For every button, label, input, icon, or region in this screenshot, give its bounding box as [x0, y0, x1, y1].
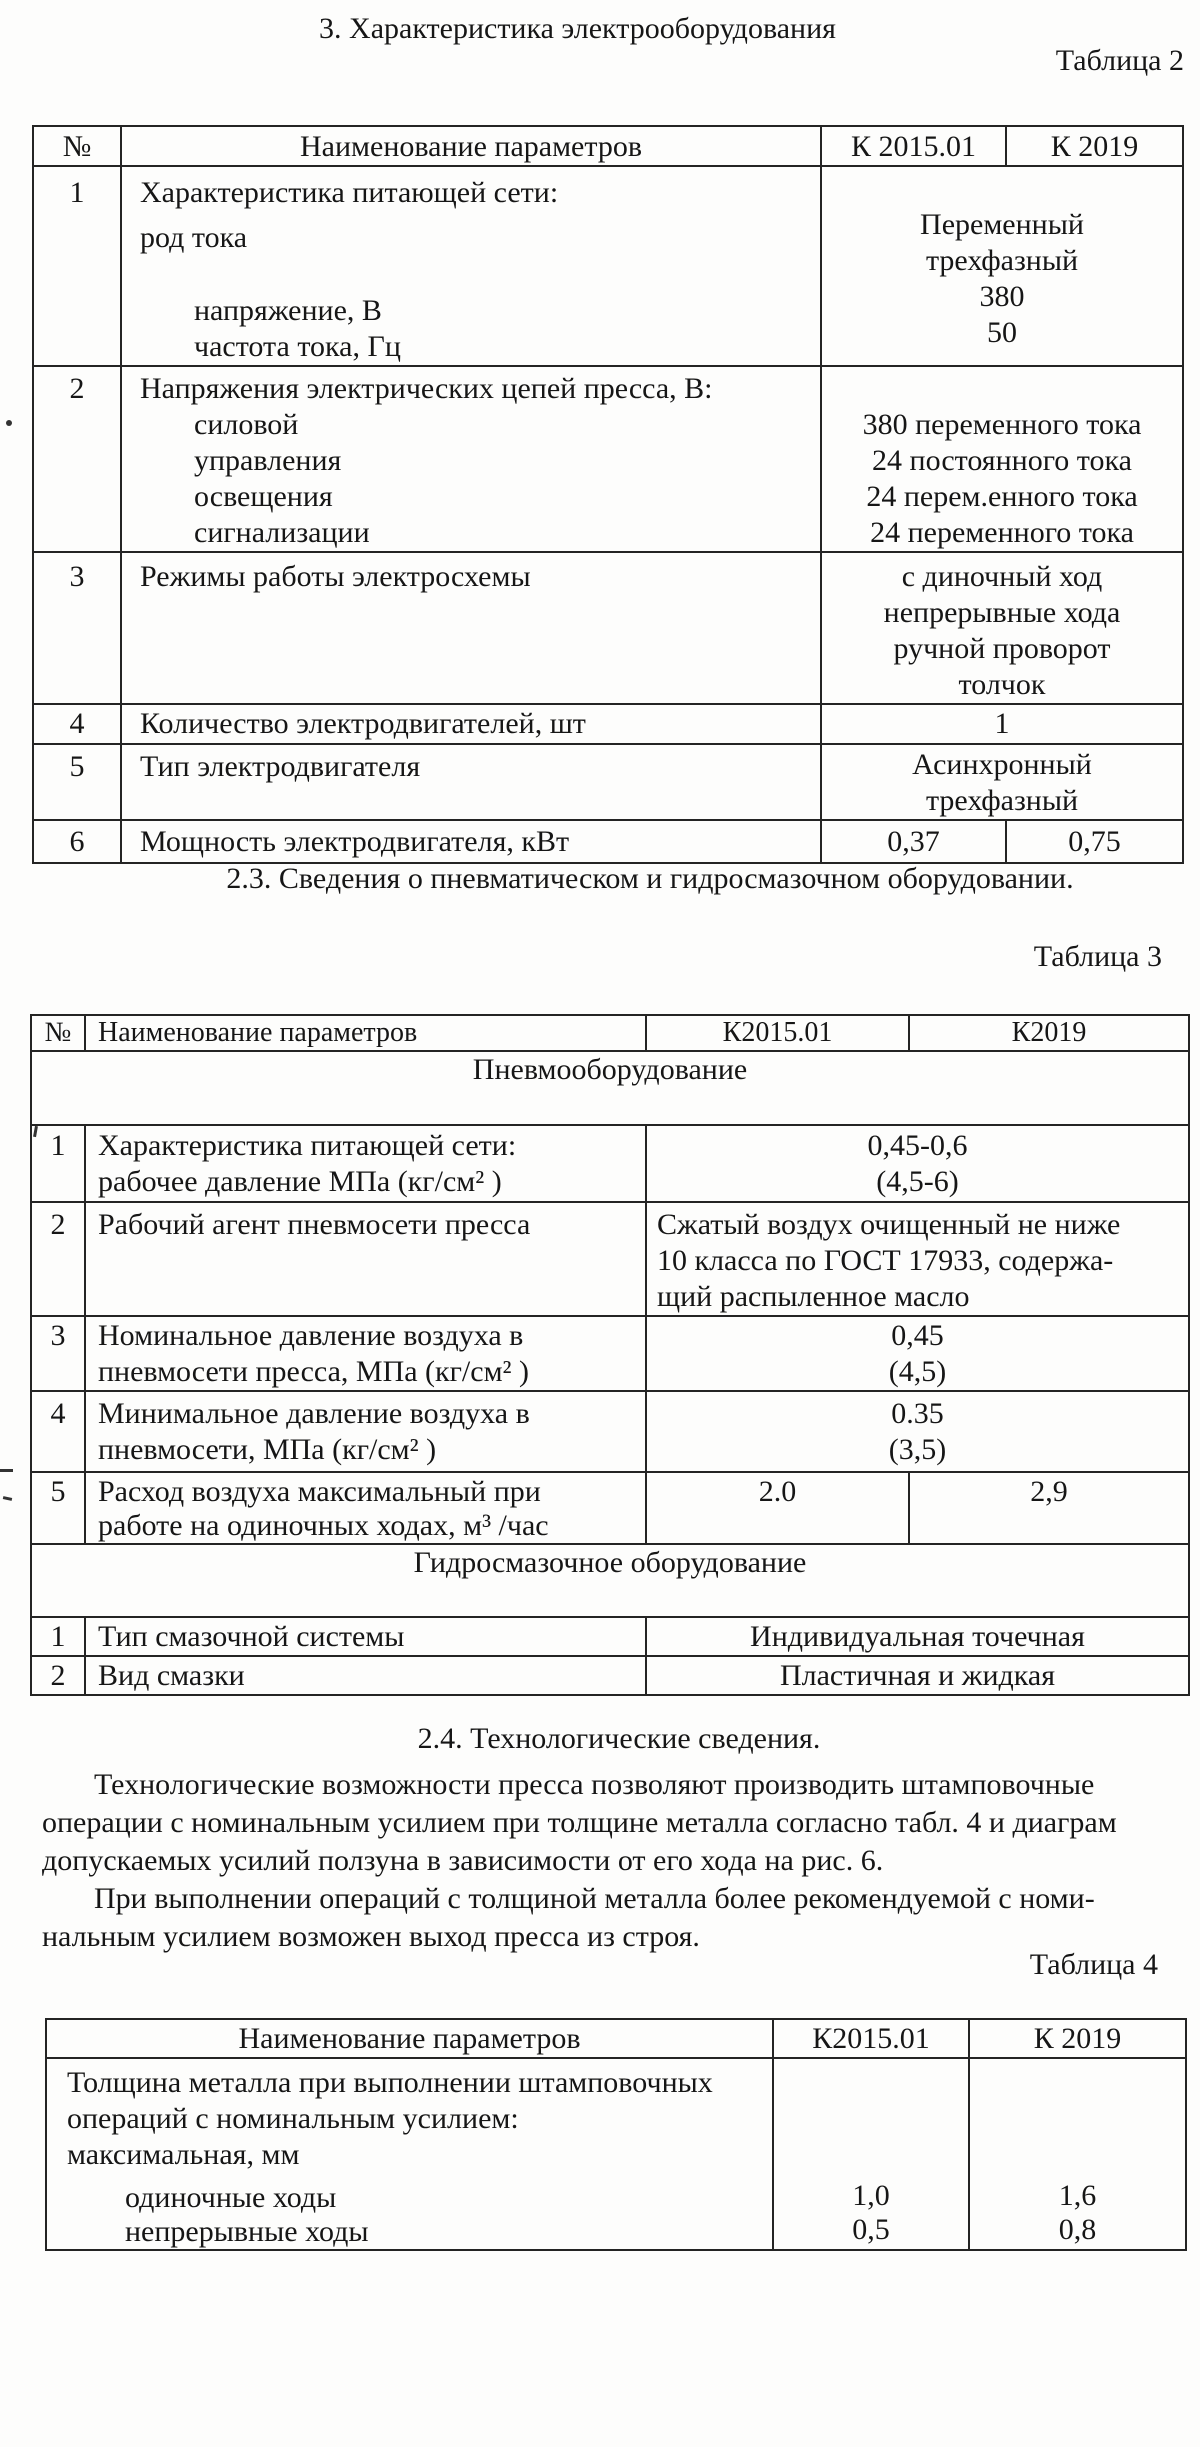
paragraph-line: При выполнении операций с толщиной металла более рекомендуемой с номи-: [94, 1882, 1095, 1915]
section-3-title: 3. Характеристика электрооборудования: [319, 12, 836, 45]
param-value-cell: с диночный ход непрерывные хода ручной проворот толчок: [821, 552, 1183, 704]
table-row: [33, 744, 1183, 820]
table-row: [31, 1051, 1189, 1125]
table-row: [31, 1391, 1189, 1472]
col-header-name: Наименование параметров: [85, 1015, 646, 1051]
col-header-name: Наименование параметров: [46, 2019, 773, 2058]
scan-artifact: [0, 1469, 13, 1472]
param-value-cell: 0.35 (3,5): [646, 1391, 1189, 1472]
scan-artifact: [3, 1496, 12, 1501]
param-value-cell: Сжатый воздух очищенный не ниже 10 класса по ГОСТ 17933, содержа- щий распыленное масло: [646, 1202, 1189, 1316]
subsection-band-pneumatic: Пневмооборудование: [31, 1051, 1189, 1125]
param-name-cell: Характеристика питающей сети: род тока напряжение, В частота тока, Гц: [121, 166, 821, 366]
table-row: [31, 1544, 1189, 1617]
param-value-cell: 380 переменного тока 24 постоянного тока 24 перем.енного тока 24 переменного тока: [821, 366, 1183, 552]
param-value-k2015: 1,0 0,5: [773, 2058, 969, 2250]
table-4-label: Таблица 4: [1029, 1948, 1158, 1981]
param-name-cell: Количество электродвигателей, шт: [121, 704, 821, 744]
col-header-k2015: К 2015.01: [821, 126, 1006, 166]
col-header-name: Наименование параметров: [121, 126, 821, 166]
body-paragraphs: [42, 1766, 1190, 1956]
row-num: 5: [31, 1472, 85, 1544]
col-header-k2019: К2019: [909, 1015, 1189, 1051]
paragraph-line: Технологические возможности пресса позволяют производить штамповочные: [94, 1768, 1095, 1801]
table-row: [33, 704, 1183, 744]
row-num: 4: [33, 704, 121, 744]
param-value-k2019: 2,9: [909, 1472, 1189, 1544]
section-23-title: 2.3. Сведения о пневматическом и гидросмазочном оборудовании.: [226, 862, 1074, 895]
param-value-cell: 0,45 (4,5): [646, 1316, 1189, 1391]
table-row: [33, 820, 1183, 863]
paragraph-line: операции с номинальным усилием при толщине металла согласно табл. 4 и диаграм: [42, 1806, 1117, 1839]
table-row: [33, 126, 1183, 166]
param-value-cell: Индивидуальная точечная: [646, 1617, 1189, 1656]
row-num: 2: [33, 366, 121, 552]
table-row: [46, 2019, 1186, 2058]
table-2-label: Таблица 2: [1055, 44, 1184, 77]
param-value-k2015: 2.0: [646, 1472, 909, 1544]
param-name-cell: Тип электродвигателя: [121, 744, 821, 820]
col-header-num: №: [31, 1015, 85, 1051]
col-header-k2015: К2015.01: [773, 2019, 969, 2058]
table-2: [32, 125, 1184, 864]
table-row: [33, 166, 1183, 366]
col-header-num: №: [33, 126, 121, 166]
param-name-cell: Режимы работы электросхемы: [121, 552, 821, 704]
table-row: [31, 1617, 1189, 1656]
row-num: 2: [31, 1202, 85, 1316]
table-row: [31, 1472, 1189, 1544]
table-row: [33, 366, 1183, 552]
row-num: 3: [31, 1316, 85, 1391]
param-value-cell: Асинхронный трехфазный: [821, 744, 1183, 820]
paragraph-line: допускаемых усилий ползуна в зависимости от его хода на рис. 6.: [42, 1844, 884, 1877]
row-num: 4: [31, 1391, 85, 1472]
param-name-cell: Тип смазочной системы: [85, 1617, 646, 1656]
param-name-cell: Мощность электродвигателя, кВт: [121, 820, 821, 863]
param-name-cell: Минимальное давление воздуха в пневмосети, МПа (кг/см² ): [85, 1391, 646, 1472]
param-value-k2019: 0,75: [1006, 820, 1183, 863]
param-value-cell: Пластичная и жидкая: [646, 1656, 1189, 1695]
row-num: 2: [31, 1656, 85, 1695]
param-value-cell: Переменный трехфазный 380 50: [821, 166, 1183, 366]
table-row: [31, 1316, 1189, 1391]
table-row: [31, 1125, 1189, 1202]
subsection-band-lubrication: Гидросмазочное оборудование: [31, 1544, 1189, 1617]
param-value-cell: 1: [821, 704, 1183, 744]
row-num: 1: [31, 1125, 85, 1202]
param-name-cell: Характеристика питающей сети: рабочее давление МПа (кг/см² ): [85, 1125, 646, 1202]
param-name-cell: Толщина металла при выполнении штамповочных операций с номинальным усилием: максимальная, мм одиночные ходы непрерывные ходы: [46, 2058, 773, 2250]
table-3-label: Таблица 3: [1033, 940, 1162, 973]
col-header-k2015: К2015.01: [646, 1015, 909, 1051]
col-header-k2019: К 2019: [1006, 126, 1183, 166]
param-name-cell: Рабочий агент пневмосети пресса: [85, 1202, 646, 1316]
row-num: 6: [33, 820, 121, 863]
param-name-cell: Номинальное давление воздуха в пневмосети пресса, МПа (кг/см² ): [85, 1316, 646, 1391]
col-header-k2019: К 2019: [969, 2019, 1186, 2058]
param-value-cell: 0,45-0,6 (4,5-6): [646, 1125, 1189, 1202]
row-num: 1: [33, 166, 121, 366]
row-num: 3: [33, 552, 121, 704]
table-row: [31, 1202, 1189, 1316]
param-name-cell: Расход воздуха максимальный при работе на одиночных ходах, м³ /час: [85, 1472, 646, 1544]
param-name-cell: Напряжения электрических цепей пресса, В: силовой управления освещения сигнализации: [121, 366, 821, 552]
param-name-cell: Вид смазки: [85, 1656, 646, 1695]
row-num: 1: [31, 1617, 85, 1656]
paragraph-line: нальным усилием возможен выход пресса из строя.: [42, 1920, 700, 1953]
scan-artifact: [6, 420, 12, 426]
param-value-k2019: 1,6 0,8: [969, 2058, 1186, 2250]
table-4: [45, 2018, 1187, 2251]
section-24-title: 2.4. Технологические сведения.: [417, 1722, 821, 1755]
row-num: 5: [33, 744, 121, 820]
param-value-k2015: 0,37: [821, 820, 1006, 863]
table-row: [31, 1015, 1189, 1051]
table-row: [46, 2058, 1186, 2250]
table-3: [30, 1014, 1190, 1696]
table-row: [31, 1656, 1189, 1695]
table-row: [33, 552, 1183, 704]
